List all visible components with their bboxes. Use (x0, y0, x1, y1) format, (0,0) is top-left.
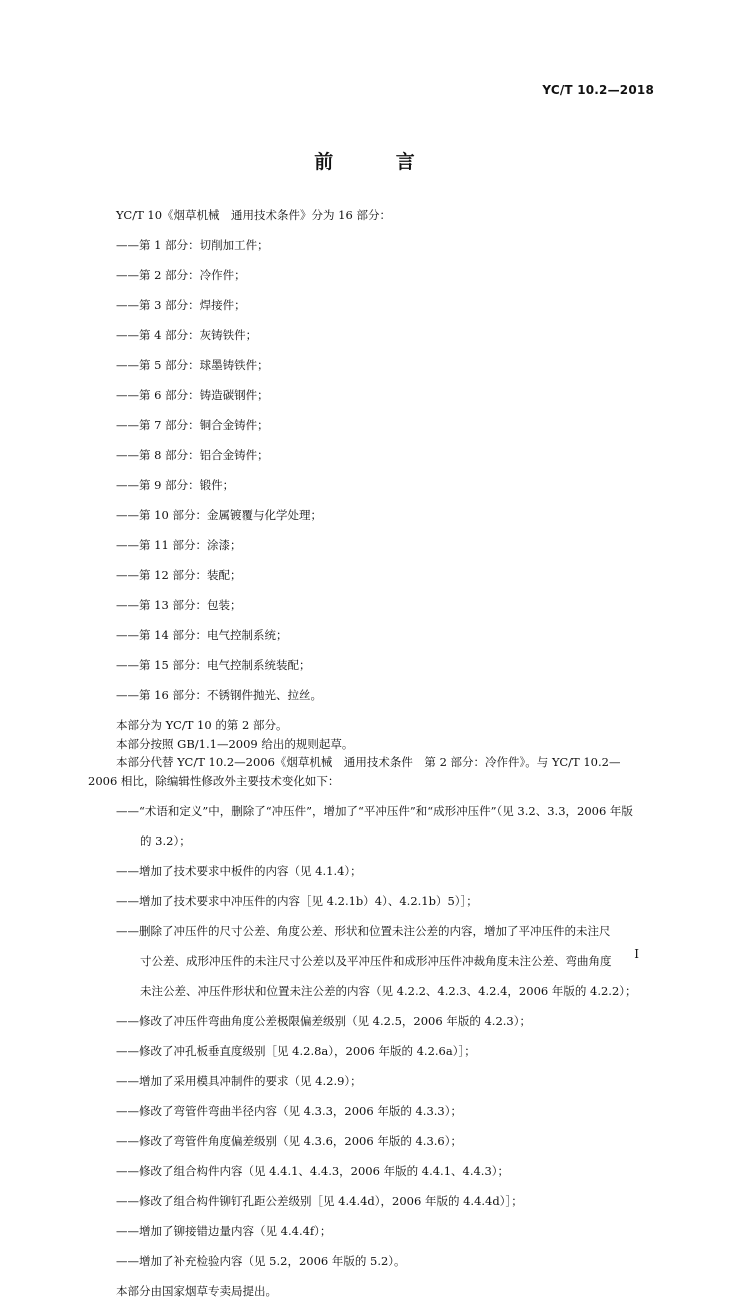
parts-list (88, 236, 663, 705)
list-item: ——修改了冲压件弯曲角度公差极限偏差级别（见 4.2.5，2006 年版的 4.2.3）； (88, 1012, 663, 1031)
list-item: ——“术语和定义”中，删除了“冲压件”，增加了“平冲压件”和“成形冲压件”（见 3.2、3.3，2006 年版 (88, 802, 663, 821)
list-item-continuation: 未注公差、冲压件形状和位置未注公差的内容（见 4.2.2、4.2.3、4.2.4，2006 年版的 4.2.2）； (88, 982, 663, 1001)
foreword-body (88, 206, 663, 1300)
list-item: ——增加了采用模具冲制件的要求（见 4.2.9）； (88, 1072, 663, 1091)
list-item-continuation: 寸公差、成形冲压件的未注尺寸公差以及平冲压件和成形冲压件冲裁角度未注公差、弯曲角度 (88, 952, 663, 971)
list-item-continuation: 的 3.2）； (88, 832, 663, 851)
list-item: ——第 1 部分：切削加工件； (88, 236, 663, 255)
page-title: 前 言 (0, 147, 729, 174)
replace-paragraph-line2: 2006 相比，除编辑性修改外主要技术变化如下： (88, 772, 663, 791)
list-item: ——第 10 部分：金属镀覆与化学处理； (88, 506, 663, 525)
page-number: I (634, 947, 639, 961)
list-item: ——增加了铆接错边量内容（见 4.4.4f）； (88, 1222, 663, 1241)
list-item: ——第 5 部分：球墨铸铁件； (88, 356, 663, 375)
list-item: ——第 11 部分：涂漆； (88, 536, 663, 555)
list-item: ——第 9 部分：锻件； (88, 476, 663, 495)
list-item: ——修改了组合构件铆钉孔距公差级别［见 4.4.4d），2006 年版的 4.4.4d）］； (88, 1192, 663, 1211)
list-item: ——修改了冲孔板垂直度级别［见 4.2.8a），2006 年版的 4.2.6a）］； (88, 1042, 663, 1061)
list-item: ——第 15 部分：电气控制系统装配； (88, 656, 663, 675)
list-item: ——第 7 部分：铜合金铸件； (88, 416, 663, 435)
list-item: ——第 6 部分：铸造碳钢件； (88, 386, 663, 405)
replace-paragraph-line1: 本部分代替 YC/T 10.2—2006《烟草机械 通用技术条件 第 2 部分：冷作件》。与 YC/T 10.2— (88, 753, 663, 772)
list-item: ——第 12 部分：装配； (88, 566, 663, 585)
list-item: ——修改了组合构件内容（见 4.4.1、4.4.3，2006 年版的 4.4.1、4.4.3）； (88, 1162, 663, 1181)
changes-list (88, 802, 663, 1271)
list-item: ——删除了冲压件的尺寸公差、角度公差、形状和位置未注公差的内容，增加了平冲压件的未注尺 (88, 922, 663, 941)
list-item: ——第 8 部分：铝合金铸件； (88, 446, 663, 465)
list-item: ——第 16 部分：不锈钢件抛光、拉丝。 (88, 686, 663, 705)
list-item: ——第 13 部分：包装； (88, 596, 663, 615)
list-item: ——第 3 部分：焊接件； (88, 296, 663, 315)
list-item: ——第 14 部分：电气控制系统； (88, 626, 663, 645)
intro-paragraph: YC/T 10《烟草机械 通用技术条件》分为 16 部分： (88, 206, 663, 225)
list-item: ——修改了弯管件角度偏差级别（见 4.3.6，2006 年版的 4.3.6）； (88, 1132, 663, 1151)
list-item: ——增加了技术要求中板件的内容（见 4.1.4）； (88, 862, 663, 881)
list-item: ——增加了补充检验内容（见 5.2，2006 年版的 5.2）。 (88, 1252, 663, 1271)
proposed-paragraph: 本部分由国家烟草专卖局提出。 (88, 1282, 663, 1300)
list-item: ——第 4 部分：灰铸铁件； (88, 326, 663, 345)
list-item: ——增加了技术要求中冲压件的内容［见 4.2.1b）4）、4.2.1b）5）］； (88, 892, 663, 911)
rules-paragraph: 本部分按照 GB/1.1—2009 给出的规则起草。 (88, 735, 663, 754)
part-of-paragraph: 本部分为 YC/T 10 的第 2 部分。 (88, 716, 663, 735)
list-item: ——第 2 部分：冷作件； (88, 266, 663, 285)
list-item: ——修改了弯管件弯曲半径内容（见 4.3.3，2006 年版的 4.3.3）； (88, 1102, 663, 1121)
standard-code: YC/T 10.2—2018 (542, 83, 654, 97)
